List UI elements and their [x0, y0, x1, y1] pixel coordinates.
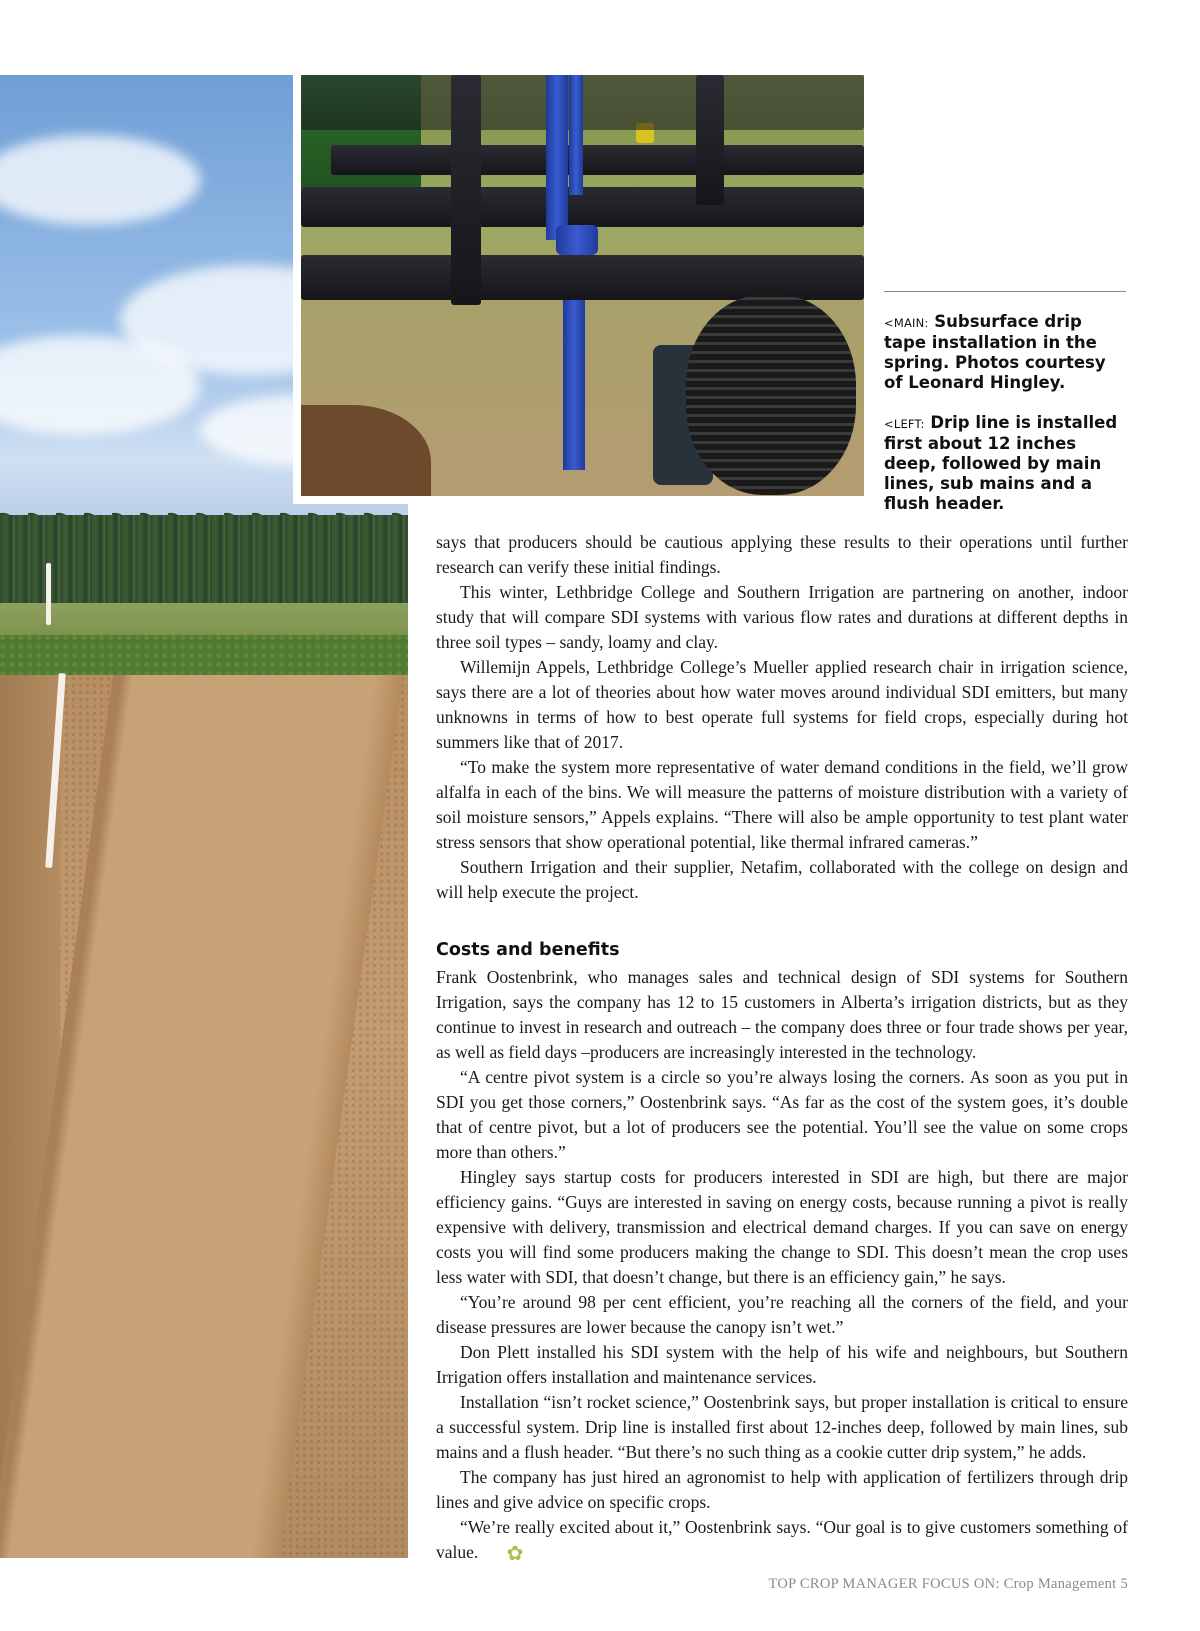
caption-main-text: Subsurface drip tape installation in the spring. Photos courtesy of Leonard Hingley. — [884, 312, 1106, 392]
leaf-icon: ✿ — [506, 1542, 524, 1565]
caption-main-tag: <MAIN: — [884, 316, 929, 330]
article-paragraph: says that producers should be cautious applying these results to their operations until further research can verify these initial findings. — [436, 532, 1128, 577]
article-paragraph: Frank Oostenbrink, who manages sales and technical design of SDI systems for Southern Irrigation, says the company has 12 to 15 customers in Alberta’s irrigation districts, but as they continue to invest in research and outreach – the company does three or four trade shows per year, as well as field days –producers are increasingly interested in the technology. — [436, 967, 1128, 1062]
section-heading: Costs and benefits — [436, 940, 620, 960]
article-paragraph: Don Plett installed his SDI system with the help of his wife and neighbours, but Southern Irrigation offers installation and maintenance services. — [436, 1342, 1128, 1387]
caption-main — [884, 312, 1129, 393]
caption-left-tag: <LEFT: — [884, 417, 925, 431]
article-paragraph: Hingley says startup costs for producers interested in SDI are high, but there are major efficiency gains. “Guys are interested in saving on energy costs, because running a pivot is really expensive with delivery, transmission and electrical demand charges. If you can save on energy costs you will find some producers making the change to SDI. This doesn’t mean the crop uses less water with SDI, that doesn’t change, but there is an efficiency gain,” he says. — [436, 1167, 1128, 1287]
article-paragraph: Installation “isn’t rocket science,” Oostenbrink says, but proper installation is critical to ensure a successful system. Drip line is installed first about 12-inches deep, followed by main lines, sub mains and a flush header. “But there’s no such thing as a cookie cutter drip system,” he adds. — [436, 1392, 1128, 1462]
article-paragraph: “To make the system more representative of water demand conditions in the field, we’ll grow alfalfa in each of the bins. We will measure the patterns of moisture distribution with a variety of soil moisture sensors,” Appels explains. “There will also be ample opportunity to test plant water stress sensors that show operational potential, like thermal infrared cameras.” — [436, 757, 1128, 852]
article-body — [436, 530, 1128, 1565]
article-final-paragraph — [436, 1515, 1128, 1565]
article-paragraph: Southern Irrigation and their supplier, Netafim, collaborated with the college on design and will help execute the project. — [436, 857, 1128, 902]
page-footer: TOP CROP MANAGER FOCUS ON: Crop Management 5 — [768, 1576, 1128, 1592]
article-final-text: “We’re really excited about it,” Oostenbrink says. “Our goal is to give customers something of value. — [436, 1517, 1128, 1562]
caption-left-text: Drip line is installed first about 12 inches deep, followed by main lines, sub mains and a flush header. — [884, 413, 1118, 513]
caption-rule — [884, 291, 1126, 292]
article-paragraph: Willemijn Appels, Lethbridge College’s Mueller applied research chair in irrigation science, says there are a lot of theories about how water moves around individual SDI emitters, but many unknowns in terms of how to best operate full systems for field crops, especially during hot summers like that of 2017. — [436, 657, 1128, 752]
caption-left — [884, 413, 1129, 514]
article-paragraph: “A centre pivot system is a circle so you’re always losing the corners. As soon as you put in SDI you get those corners,” Oostenbrink says. “As far as the cost of the system goes, it’s double that of centre pivot, but a lot of producers see the potential. You’ll see the value on some crops more than others.” — [436, 1067, 1128, 1162]
article-paragraph: “You’re around 98 per cent efficient, you’re reaching all the corners of the field, and your disease pressures are lower because the canopy isn’t wet.” — [436, 1292, 1128, 1337]
article-paragraph: The company has just hired an agronomist to help with application of fertilizers through drip lines and give advice on specific crops. — [436, 1467, 1128, 1512]
article-paragraph: This winter, Lethbridge College and Southern Irrigation are partnering on another, indoor study that will compare SDI systems with various flow rates and durations at different depths in three soil types – sandy, loamy and clay. — [436, 582, 1128, 652]
drip-tape-installation-photo — [301, 75, 864, 496]
photo-captions — [884, 312, 1129, 534]
